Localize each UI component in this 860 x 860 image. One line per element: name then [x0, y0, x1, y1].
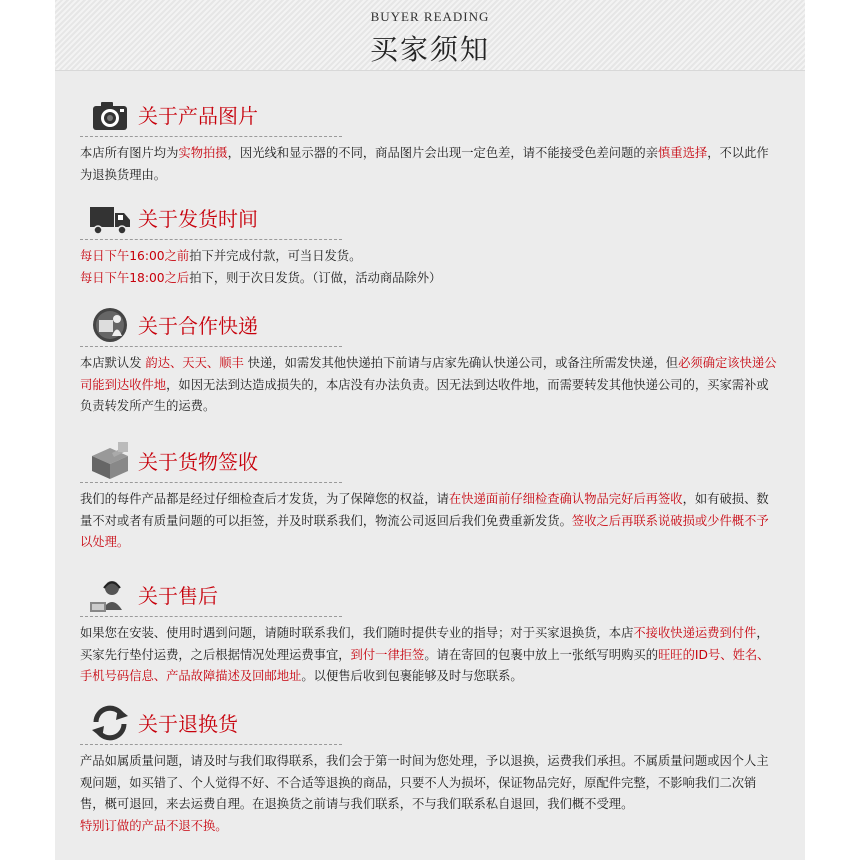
section-body: [80, 246, 780, 289]
body-text-span: ，如因无法到达造成损失的，本店没有办法负责。因无法到达收件地，而需要转发其他快递公司的，买家需补或负责转发所产生的运费。: [80, 377, 769, 413]
body-text-span: 产品如属质量问题，请及时与我们取得联系，我们会于第一时间为您处理，予以退换，运费我们承担。不属质量问题或因个人主观问题，如买错了、个人觉得不好、不合适等退换的商品，只要不人为损坏，保证物品完好，原配件完整，不影响我们二次销售，概可退回，来去运费自理。在退换货之前请与我们联系，不与我们联系私自退回，我们概不受理。: [80, 754, 769, 811]
body-text-span: 。请在寄回的包裹中放上一张纸写明购买的: [424, 647, 658, 662]
section-body: [80, 353, 780, 418]
section-title: [80, 576, 342, 617]
package-icon: [88, 442, 132, 480]
section-body: [80, 623, 780, 688]
section-title-label: 关于退换货: [138, 712, 238, 736]
body-text-span: 快递，如需发其他快递拍下前请与店家先确认快递公司，或备注所需发快递，但: [243, 356, 679, 370]
body-text-span: 本店默认发: [80, 356, 146, 370]
section-title: [80, 704, 342, 745]
section-title-label: 关于产品图片: [138, 104, 258, 128]
section-courier: [80, 306, 780, 418]
section-after-sales: [80, 576, 780, 688]
section-goods-signing: [80, 442, 780, 554]
truck-icon: [88, 199, 132, 237]
body-text-span: 拍下并完成付款，可当日发货。: [189, 249, 362, 263]
section-title: [80, 306, 342, 347]
body-text-span: ，如有破损、数量不对或者有质量问题的可以拒签，并及时联系我们，物流公司返回后我们免费重新发货。: [80, 492, 769, 528]
highlight-text: 韵达、天天、顺丰: [145, 356, 244, 370]
section-title-label: 关于发货时间: [138, 207, 258, 231]
highlight-text: 在快递面前仔细检查确认物品完好后再签收: [448, 492, 683, 506]
highlight-text: 必须确定该快递公司能到达收件地: [80, 356, 777, 392]
section-body: [80, 143, 780, 186]
highlight-text: 每日下午18:00之后: [80, 270, 190, 285]
highlight-text: 旺旺的ID号、姓名、手机号码信息、产品故障描述及回邮地址: [80, 647, 770, 683]
header-english-title: BUYER READING: [370, 9, 490, 24]
exchange-icon: [88, 704, 132, 742]
body-text-span: ，买家先行垫付运费，之后根据情况处理运费事宜，: [80, 626, 769, 662]
page-header: [55, 0, 805, 71]
highlight-text: 实物拍摄: [178, 146, 228, 160]
header-chinese-title: 买家须知: [369, 33, 490, 66]
courier-icon: [88, 306, 132, 344]
highlight-text: 特别订做的产品不退不换。: [80, 818, 228, 833]
section-shipping-time: [80, 199, 780, 289]
headset-icon: [88, 576, 132, 614]
section-title: [80, 442, 342, 483]
highlight-text: 不接收快递运费到付件: [633, 626, 757, 640]
section-title: [80, 199, 342, 240]
body-text-span: 如果您在安装、使用时遇到问题，请随时联系我们，我们随时提供专业的指导；对于买家退换货，本店: [80, 626, 634, 640]
highlight-text: 慎重选择: [658, 146, 708, 160]
section-title-label: 关于合作快递: [138, 314, 258, 338]
section-returns: [80, 704, 780, 837]
section-body: [80, 489, 780, 554]
body-text-span: 。以便售后收到包裹能够及时与您联系。: [301, 669, 523, 683]
section-title-label: 关于售后: [138, 584, 218, 608]
camera-icon: [88, 96, 132, 134]
body-text-span: ，因光线和显示器的不同，商品图片会出现一定色差，请不能接受色差问题的亲: [227, 146, 658, 160]
body-text-span: 我们的每件产品都是经过仔细检查后才发货，为了保障您的权益，请: [80, 492, 449, 506]
highlight-text: 每日下午16:00之前: [80, 249, 190, 263]
section-title: [80, 96, 342, 137]
body-text-span: 拍下，则于次日发货。（订做，活动商品除外）: [189, 270, 442, 285]
section-body: [80, 751, 780, 837]
body-text-span: 本店所有图片均为: [80, 146, 179, 160]
section-product-images: [80, 96, 780, 186]
highlight-text: 签收之后再联系说破损或少件概不予以处理。: [80, 513, 769, 549]
highlight-text: 到付一律拒签: [350, 647, 425, 662]
buyer-notice-panel: [55, 0, 805, 860]
body-text-span: ，不以此作为退换货理由。: [80, 146, 769, 182]
section-title-label: 关于货物签收: [138, 450, 258, 474]
